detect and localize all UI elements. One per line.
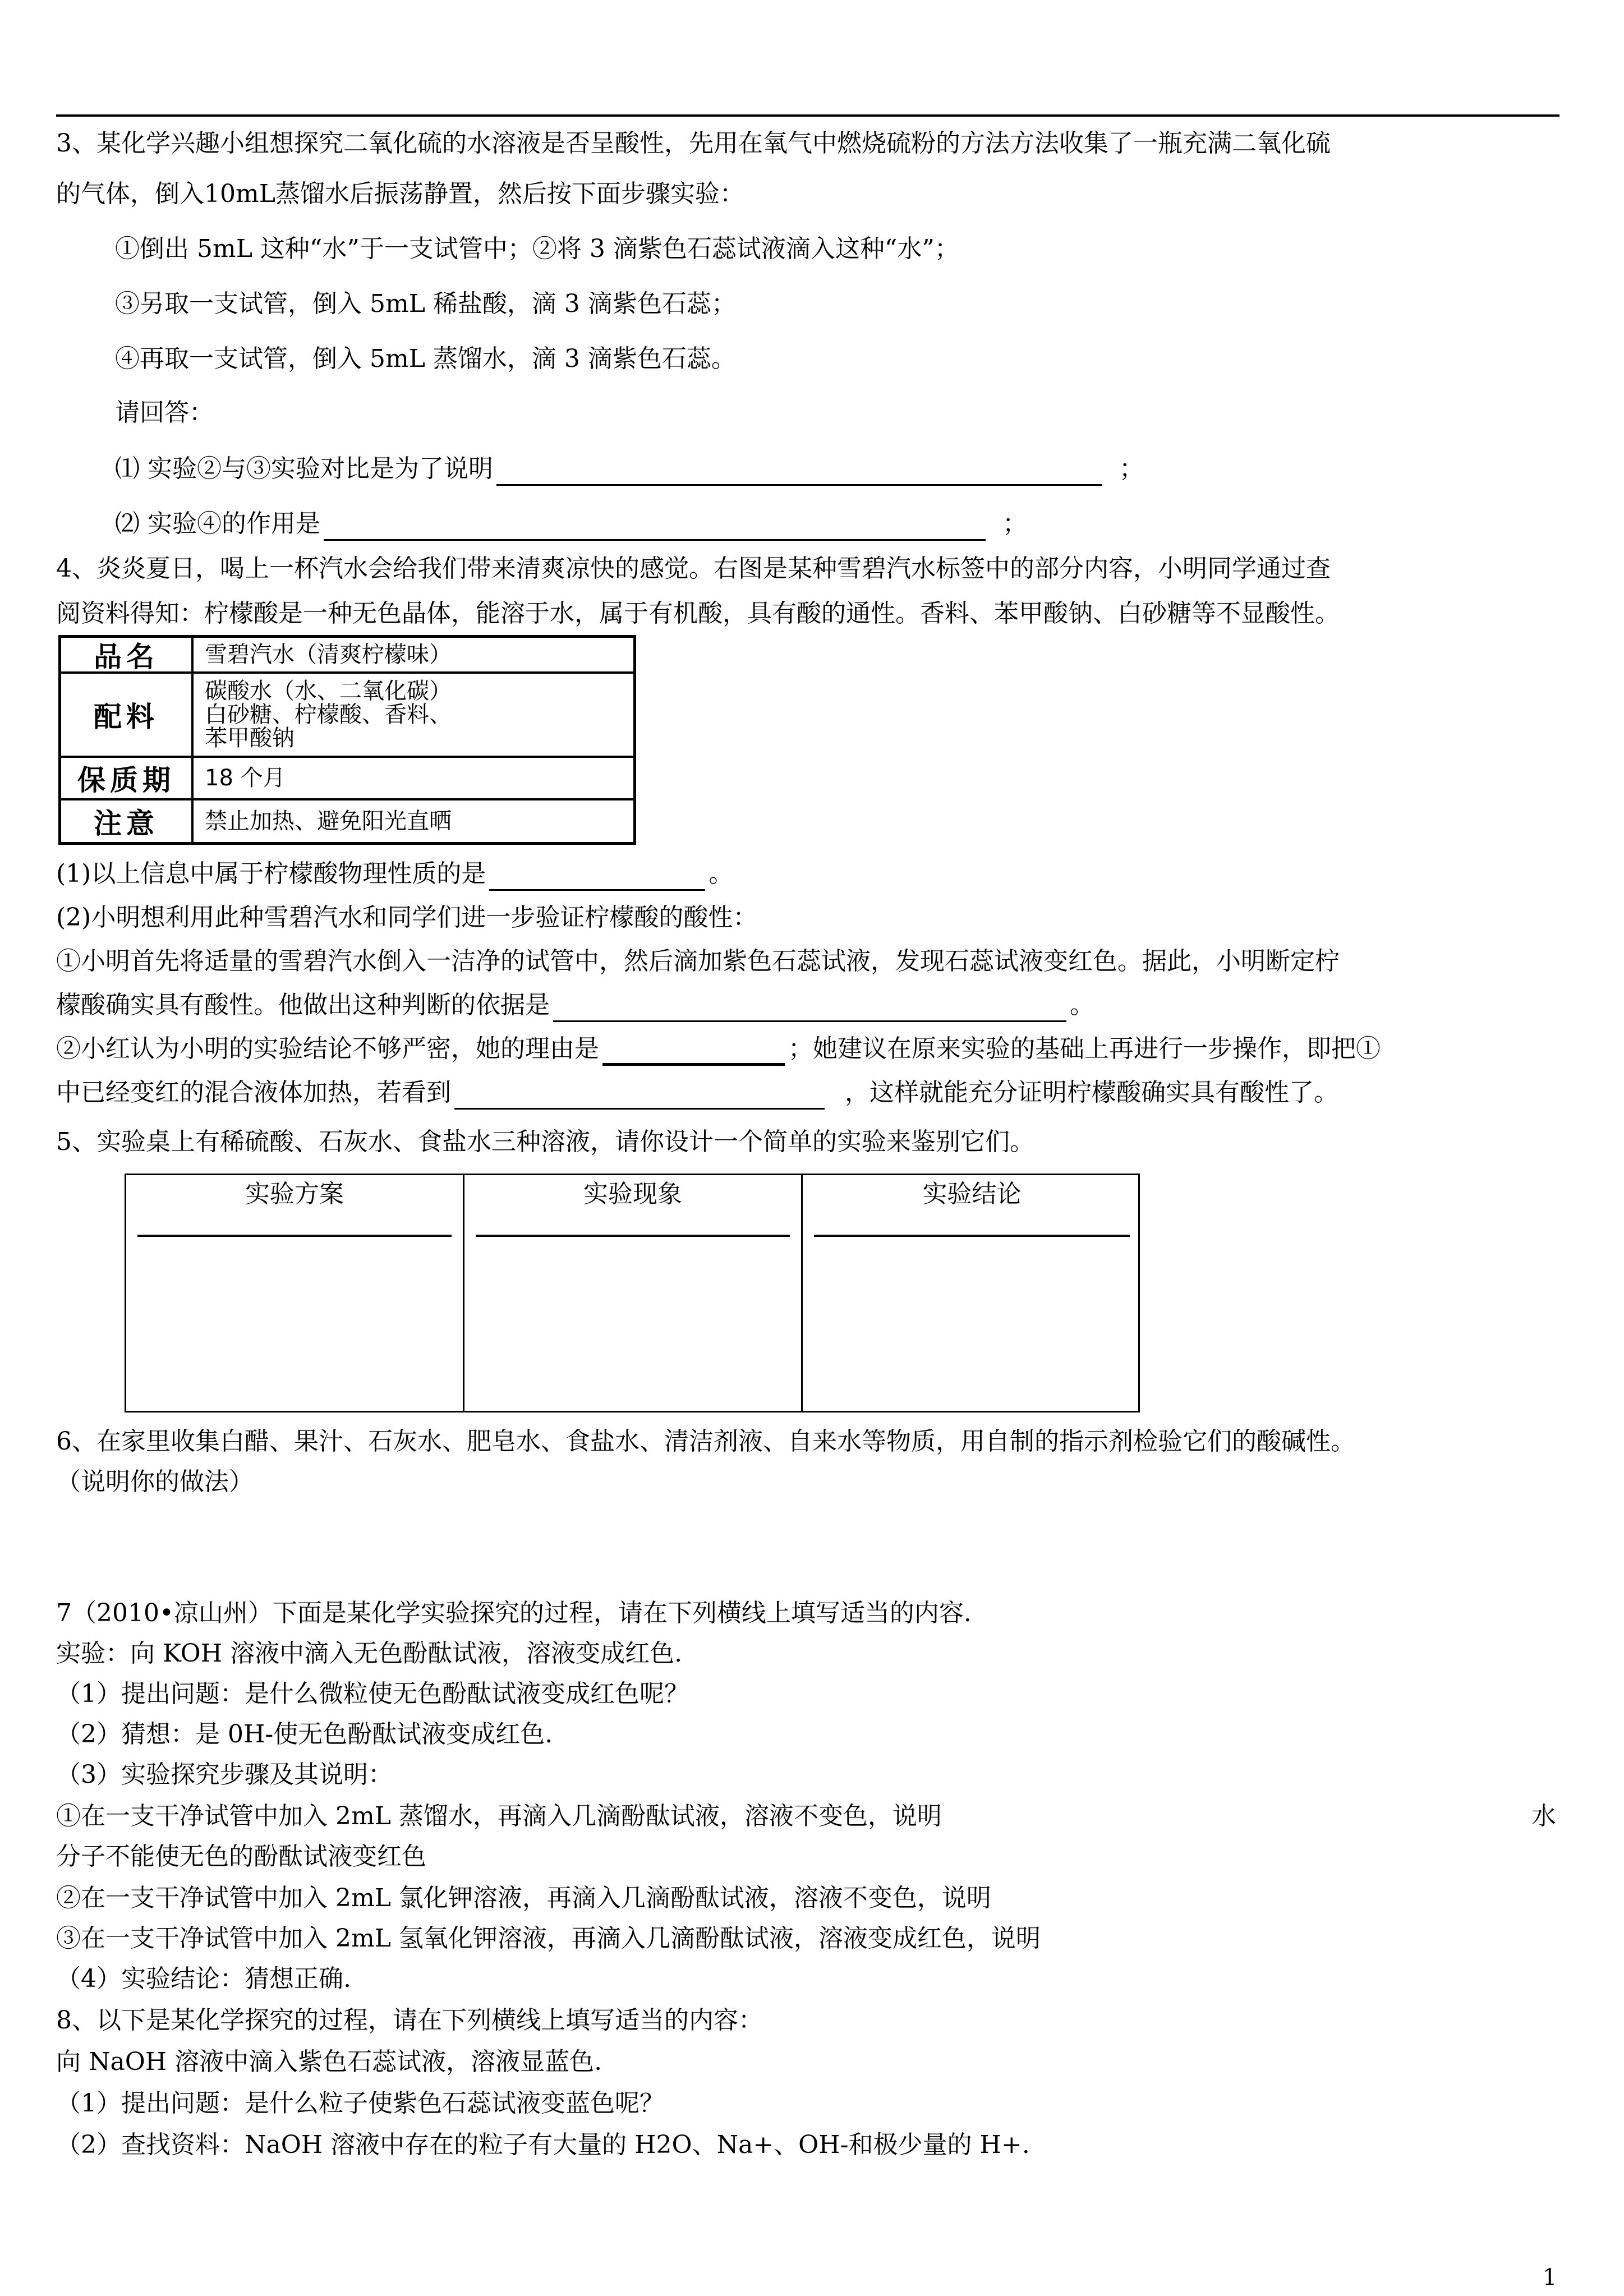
q3-sub1-text: ⑴ 实验②与③实验对比是为了说明 [115,454,493,483]
q3-step1: ①倒出 5mL 这种“水”于一支试管中；②将 3 滴紫色石蕊试液滴入这种“水”； [115,234,959,263]
q4-p2-text-b: ；她建议在原来实验的基础上再进行一步操作，即把① [788,1034,1381,1063]
q4-p2-observation-blank[interactable] [454,1082,825,1110]
q7-line9: ③在一支干净试管中加入 2mL 氢氧化钾溶液，再滴入几滴酚酞试液，溶液变成红色，说明 [56,1924,1041,1953]
q3-sub1-answer-blank[interactable] [496,458,1102,486]
q3-step4: ④再取一支试管，倒入 5mL 蒸馏水，滴 3 滴紫色石蕊。 [115,344,736,373]
label-key: 注意 [61,800,194,842]
q4-p2-text-c: 中已经变红的混合液体加热，若看到 [56,1078,451,1107]
q3-sub2-text: ⑵ 实验④的作用是 [115,509,320,538]
q8-line1: 8、以下是某化学探究的过程，请在下列横线上填写适当的内容： [56,2006,763,2035]
q7-line1: 7（2010•凉山州）下面是某化学实验探究的过程，请在下列横线上填写适当的内容. [56,1599,972,1627]
label-value: 雪碧汽水（清爽柠檬味） [205,642,452,668]
q6-line1: 6、在家里收集白醋、果汁、石灰水、肥皂水、食盐水、清洁剂液、自来水等物质，用自制的指示剂检验它们的酸碱性。 [56,1427,1355,1456]
q4-p2-text-a: ②小红认为小明的实验结论不够严密，她的理由是 [56,1034,599,1063]
header-conclusion: 实验结论 [922,1180,1022,1208]
q7-line8: ②在一支干净试管中加入 2mL 氯化钾溶液，再滴入几滴酚酞试液，溶液不变色，说明 [56,1884,991,1912]
q4-p1-end: 。 [1070,991,1094,1019]
q4-p2-line1 [56,1032,1381,1066]
experiment-table [125,1174,1140,1412]
soda-label-table [58,635,636,845]
label-key: 配料 [61,674,194,756]
q7-line5: （3）实验探究步骤及其说明： [56,1760,393,1789]
q4-sub1-answer-blank[interactable] [489,863,705,891]
q7-line4: （2）猜想：是 0H-使无色酚酞试液变成红色. [56,1720,553,1749]
q7-line2: 实验：向 KOH 溶液中滴入无色酚酞试液，溶液变成红色. [56,1639,683,1668]
q3-sub2-answer-blank[interactable] [324,513,986,541]
label-row-shelf-life [61,758,633,800]
q3-ask: 请回答： [115,398,214,427]
q7-line6-end: 水 [1531,1802,1556,1830]
q3-sub1-end: ； [1119,454,1144,483]
page-number: 1 [1543,2265,1557,2290]
q8-line3: （1）提出问题：是什么粒子使紫色石蕊试液变蓝色呢？ [56,2089,664,2118]
q4-p1-line2 [56,988,1094,1022]
q4-p1-text: 檬酸确实具有酸性。他做出这种判断的依据是 [56,991,550,1019]
q4-sub1-text: (1)以上信息中属于柠檬酸物理性质的是 [56,859,486,888]
q7-line3: （1）提出问题：是什么微粒使无色酚酞试液变成红色呢？ [56,1680,689,1708]
q4-p2-reason-blank[interactable] [602,1037,785,1066]
q6-line2: （说明你的做法） [56,1467,254,1496]
q4-p1-answer-blank[interactable] [553,995,1066,1022]
header-plan: 实验方案 [245,1180,344,1208]
q4-p2-line2 [56,1076,1338,1110]
q5-line: 5、实验桌上有稀硫酸、石灰水、食盐水三种溶液，请你设计一个简单的实验来鉴别它们。 [56,1128,1034,1156]
q3-line2: 的气体，倒入10mL蒸馏水后振荡静置，然后按下面步骤实验： [56,180,744,208]
col-conclusion [803,1175,1141,1411]
q3-sub2 [115,507,1027,541]
q8-line4: （2）查找资料：NaOH 溶液中存在的粒子有大量的 H2O、Na+、OH-和极少量的 H+. [56,2131,1030,2159]
q4-p2-text-d: ，这样就能充分证明柠檬酸确实具有酸性了。 [845,1078,1338,1107]
q3-step3: ③另取一支试管，倒入 5mL 稀盐酸，滴 3 滴紫色石蕊； [115,289,736,318]
label-value: 18 个月 [205,765,286,791]
header-phenomenon: 实验现象 [583,1180,682,1208]
q4-line2: 阅资料得知：柠檬酸是一种无色晶体，能溶于水，属于有机酸，具有酸的通性。香料、苯甲酸钠、白砂糖等不显酸性。 [56,599,1340,628]
q4-sub1 [56,857,733,891]
label-row-name [61,638,633,674]
q4-line1: 4、炎炎夏日，喝上一杯汽水会给我们带来清爽凉快的感觉。右图是某种雪碧汽水标签中的部分内容，小明同学通过查 [56,554,1331,583]
q7-line7: 分子不能使无色的酚酞试液变红色 [56,1842,426,1871]
label-value: 碳酸水（水、二氧化碳） 白砂糖、柠檬酸、香料、 苯甲酸钠 [205,678,452,751]
q4-p1-line1: ①小明首先将适量的雪碧汽水倒入一洁净的试管中，然后滴加紫色石蕊试液，发现石蕊试液变红色。据此，小明断定柠 [56,947,1340,976]
q8-line2: 向 NaOH 溶液中滴入紫色石蕊试液，溶液显蓝色. [56,2047,602,2076]
q7-line10: （4）实验结论：猜想正确. [56,1964,351,1993]
q3-sub1 [115,452,1144,486]
col-plan [126,1175,464,1411]
q3-sub2-end: ； [1002,509,1027,538]
q4-sub1-end: 。 [709,859,734,888]
label-key: 保质期 [61,758,194,798]
q4-sub2: (2)小明想利用此种雪碧汽水和同学们进一步验证柠檬酸的酸性： [56,903,758,932]
header-rule [56,114,1559,117]
col-phenomenon [464,1175,803,1411]
label-key: 品名 [61,638,194,671]
label-row-notice [61,800,633,842]
q3-line1: 3、某化学兴趣小组想探究二氧化硫的水溶液是否呈酸性，先用在氧气中燃烧硫粉的方法方法收集了一瓶充满二氧化硫 [56,129,1331,158]
label-row-ingredients [61,674,633,758]
label-value: 禁止加热、避免阳光直晒 [205,808,452,834]
q7-line6: ①在一支干净试管中加入 2mL 蒸馏水，再滴入几滴酚酞试液，溶液不变色，说明 [56,1802,942,1830]
